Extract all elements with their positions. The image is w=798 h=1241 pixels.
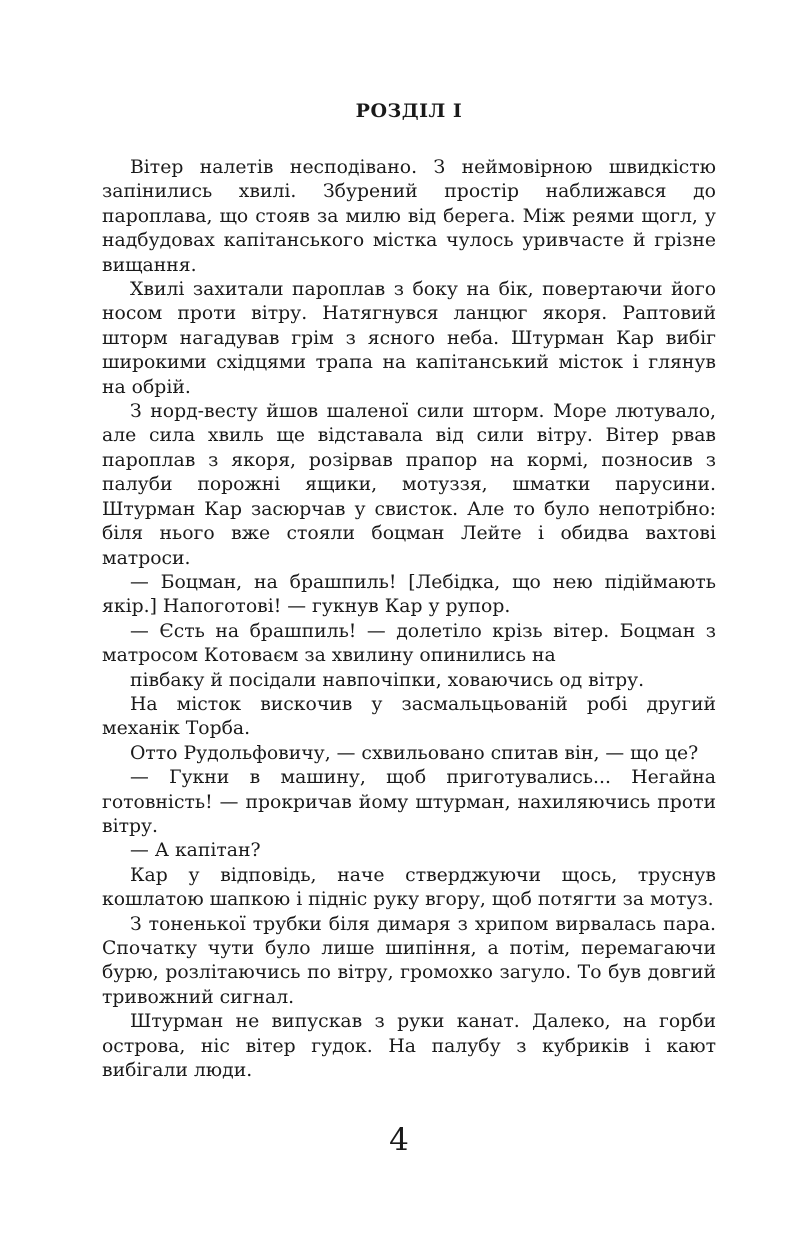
paragraph-1: Вітер налетів несподівано. З неймовірною швидкістю запінились хвилі. Збурений простір наближався до пароплава, що стояв за милю від берега. Між реями щогл, у надбудовах капітанського містка чулось уривчасте й грізне вищання. xyxy=(102,157,716,276)
chapter-title: РОЗДІЛ І xyxy=(355,100,463,122)
book-page xyxy=(102,100,716,1083)
paragraph-2: Хвилі захитали пароплав з боку на бік, повертаючи його носом проти вітру. Натягнувся ланцюг якоря. Раптовий шторм нагадував грім з ясного неба. Штурман Кар вибіг широкими східцями трапа на капітанський місток і глянув на обрій. xyxy=(102,279,716,398)
paragraph-11: Кар у відповідь, наче стверджуючи щось, труснув кошлатою шапкою і підніс руку вгору, щоб потягти за мотуз. xyxy=(102,864,716,911)
body-text xyxy=(102,156,716,1083)
paragraph-12: З тоненької трубки біля димаря з хрипом вирвалась пара. Спочатку чути було лише шипіння, а потім, перемагаючи бурю, розлітаючись по вітру, громохко загуло. То був довгий тривожний сигнал. xyxy=(102,913,716,1008)
page-number: 4 xyxy=(389,1122,409,1158)
paragraph-9: — Гукни в машину, щоб приготувались... Негайна готовність! — прокричав йому штурман, нахиляючись проти вітру. xyxy=(102,767,716,837)
paragraph-10: — А капітан? xyxy=(130,840,261,862)
paragraph-3: З норд-весту йшов шаленої сили шторм. Море лютувало, але сила хвиль ще відставала від сили вітру. Вітер рвав пароплав з якоря, розірвав прапор на кормі, позносив з палуби порожні ящики, мотуззя, шматки парусини. Штурман Кар засюрчав у свисток. Але то було непотрібно: біля нього вже стояли боцман Лейте і обидва вахтові матроси. xyxy=(102,401,716,569)
paragraph-8: Отто Рудольфовичу, — схвильовано спитав він, — що це? xyxy=(130,742,699,764)
paragraph-6: півбаку й посідали навпочіпки, ховаючись од вітру. xyxy=(130,669,645,691)
paragraph-4: — Боцман, на брашпиль! [Лебідка, що нею підіймають якір.] Напоготові! — гукнув Кар у рупор. xyxy=(102,571,716,618)
paragraph-5: — Єсть на брашпиль! — долетіло крізь вітер. Боцман з матросом Котоваєм за хвилину опинились на xyxy=(102,620,716,667)
paragraph-13: Штурман не випускав з руки канат. Далеко, на горби острова, ніс вітер гудок. На палубу з кубриків і кают вибігали люди. xyxy=(102,1011,716,1082)
paragraph-7: На місток вискочив у засмальцьованій робі другий механік Торба. xyxy=(102,693,716,740)
